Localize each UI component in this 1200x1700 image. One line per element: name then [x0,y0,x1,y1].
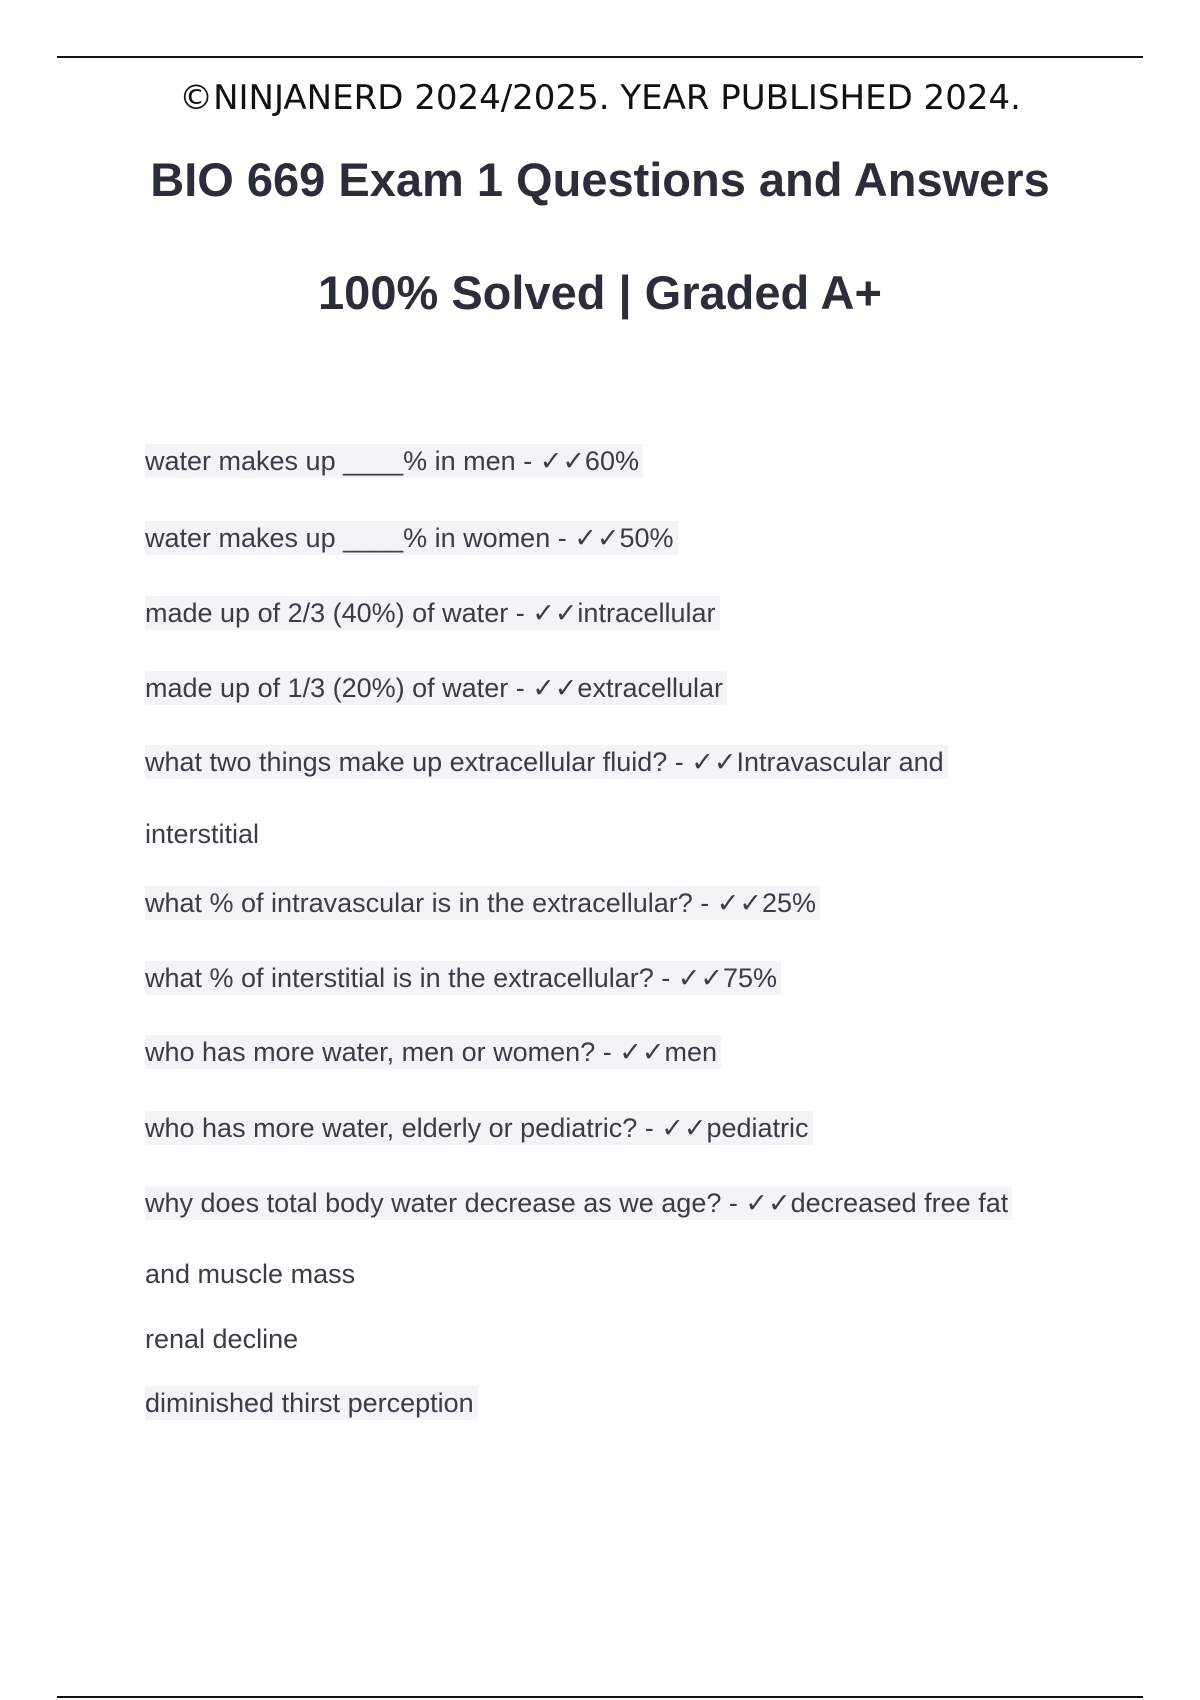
qa-line-continuation: diminished thirst perception [145,1385,478,1421]
qa-line-continuation: interstitial [145,819,260,849]
qa-line: what two things make up extracellular fluid? - ✓✓Intravascular and [145,744,948,780]
qa-line: made up of 2/3 (40%) of water - ✓✓intracellular [145,595,720,631]
qa-line-continuation: and muscle mass [145,1259,356,1289]
document-title: BIO 669 Exam 1 Questions and Answers [150,153,1050,206]
qa-line: water makes up ____% in women - ✓✓50% [145,520,678,556]
qa-line: what % of intravascular is in the extracellular? - ✓✓25% [145,885,820,921]
qa-line: made up of 1/3 (20%) of water - ✓✓extracellular [145,670,727,706]
qa-line: who has more water, men or women? - ✓✓men [145,1034,721,1070]
copyright-header: ©NINJANERD 2024/2025. YEAR PUBLISHED 2024. [179,78,1021,118]
bottom-rule [57,1696,1143,1698]
qa-line-continuation: renal decline [145,1324,299,1354]
qa-line: who has more water, elderly or pediatric? - ✓✓pediatric [145,1110,813,1146]
document-subtitle: 100% Solved | Graded A+ [318,266,882,319]
qa-line: what % of interstitial is in the extracellular? - ✓✓75% [145,960,781,996]
qa-line: why does total body water decrease as we age? - ✓✓decreased free fat [145,1185,1012,1221]
qa-line: water makes up ____% in men - ✓✓60% [145,443,643,479]
top-rule [57,56,1143,58]
